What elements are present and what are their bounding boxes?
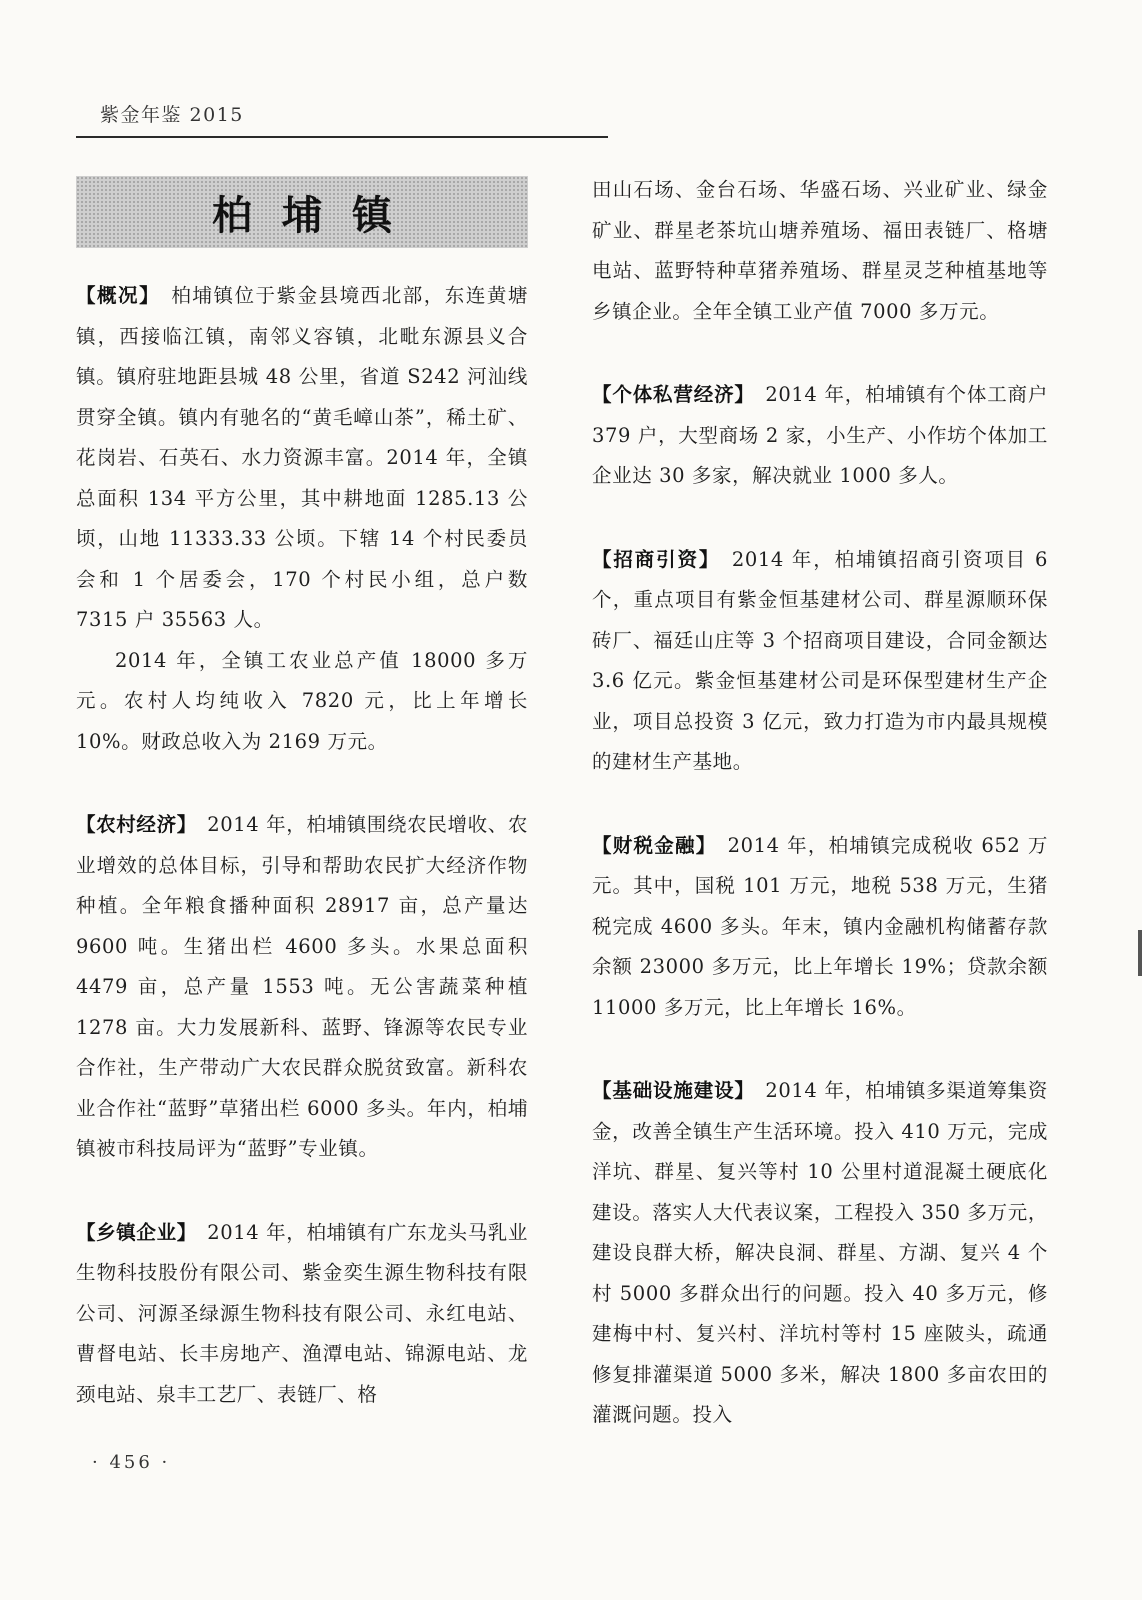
- section-text: 2014 年，柏埔镇招商引资项目 6 个，重点项目有紫金恒基建材公司、群星源顺环保砖厂、福廷山庄等 3 个招商项目建设，合同金额达 3.6 亿元。紫金恒基建材公司是环保型建材生产企业，项目总投资 3 亿元，致力打造为市内最具规模的建材生产基地。: [592, 547, 1049, 773]
- section-investment: [592, 540, 1048, 783]
- section-overview: [76, 276, 528, 762]
- section-rural-economy: [76, 805, 528, 1170]
- scan-edge-mark: [1138, 930, 1142, 976]
- section-infrastructure: [592, 1071, 1048, 1436]
- section-township-enterprise-continued: [592, 170, 1048, 332]
- section-private-economy: [592, 375, 1048, 497]
- section-text: 2014 年，柏埔镇围绕农民增收、农业增效的总体目标，引导和帮助农民扩大经济作物种植。全年粮食播种面积 28917 亩，总产量达 9600 吨。生猪出栏 4600 多头。水果总面积 4479 亩，总产量 1553 吨。无公害蔬菜种植 1278 亩。大力发展新科、蓝野、锋源等农民专业合作社，生产带动广大农民群众脱贫致富。新科农业合作社“蓝野”草猪出栏 6000 多头。年内，柏埔镇被市科技局评为“蓝野”专业镇。: [76, 813, 528, 1160]
- section-text: 田山石场、金台石场、华盛石场、兴业矿业、绿金矿业、群星老茶坑山塘养殖场、福田表链厂、格塘电站、蓝野特种草猪养殖场、群星灵芝种植基地等乡镇企业。全年全镇工业产值 7000 多万元。: [592, 178, 1048, 323]
- section-heading: 【个体私营经济】: [592, 383, 746, 406]
- section-text: 2014 年，柏埔镇完成税收 652 万元。其中，国税 101 万元，地税 538 万元，生猪税完成 4600 多头。年末，镇内金融机构储蓄存款余额 23000 多万元，比上年增长 19%；贷款余额 11000 多万元，比上年增长 16%。: [592, 833, 1048, 1019]
- section-text: 2014 年，柏埔镇有广东龙头马乳业生物科技股份有限公司、紫金奕生源生物科技有限公司、河源圣绿源生物科技有限公司、永红电站、曹督电站、长丰房地产、渔潭电站、锦源电站、龙颈电站、泉丰工艺厂、表链厂、格: [76, 1220, 528, 1406]
- section-heading: 【农村经济】: [76, 813, 188, 836]
- article-title: 柏埔镇: [212, 192, 422, 239]
- right-column: [592, 170, 1048, 1479]
- section-text: 2014 年，柏埔镇有个体工商户 379 户，大型商场 2 家，小生产、小作坊个体加工企业达 30 多家，解决就业 1000 多人。: [592, 383, 1048, 487]
- overview-paragraph-1: [76, 276, 528, 641]
- section-heading: 【招商引资】: [592, 547, 711, 571]
- section-finance-tax: [592, 826, 1048, 1029]
- section-heading: 【财税金融】: [592, 833, 707, 857]
- section-heading: 【乡镇企业】: [76, 1220, 188, 1244]
- page-number: · 456 ·: [92, 1452, 171, 1473]
- section-heading: 【概况】: [76, 284, 151, 307]
- article-title-box: [76, 176, 528, 248]
- overview-paragraph-2: 2014 年，全镇工农业总产值 18000 多万元。农村人均纯收入 7820 元，比上年增长 10%。财政总收入为 2169 万元。: [76, 648, 528, 753]
- header-rule: [76, 136, 608, 138]
- section-heading: 【基础设施建设】: [592, 1079, 746, 1102]
- left-column: [76, 276, 528, 1458]
- section-text: 2014 年，柏埔镇多渠道筹集资金，改善全镇生产生活环境。投入 410 万元，完成洋坑、群星、复兴等村 10 公里村道混凝土硬底化建设。落实人大代表议案，工程投入 350 多万元，建设良群大桥，解决良洞、群星、方湖、复兴 4 个村 5000 多群众出行的问题。投入 40 多万元，修建梅中村、复兴村、洋坑村等村 15 座陂头，疏通修复排灌渠道 5000 多米，解决 1800 多亩农田的灌溉问题。投入: [592, 1079, 1048, 1426]
- section-text: 柏埔镇位于紫金县境西北部，东连黄塘镇，西接临江镇，南邻义容镇，北毗东源县义合镇。镇府驻地距县城 48 公里，省道 S242 河汕线贯穿全镇。镇内有驰名的“黄毛嶂山茶”，稀土矿、花岗岩、石英石、水力资源丰富。2014 年，全镇总面积 134 平方公里，其中耕地面 1285.13 公顷，山地 11333.33 公顷。下辖 14 个村民委员会和 1 个居委会，170 个村民小组，总户数 7315 户 35563 人。: [76, 284, 528, 631]
- section-township-enterprise: [76, 1213, 528, 1416]
- running-head: 紫金年鉴 2015: [100, 104, 244, 126]
